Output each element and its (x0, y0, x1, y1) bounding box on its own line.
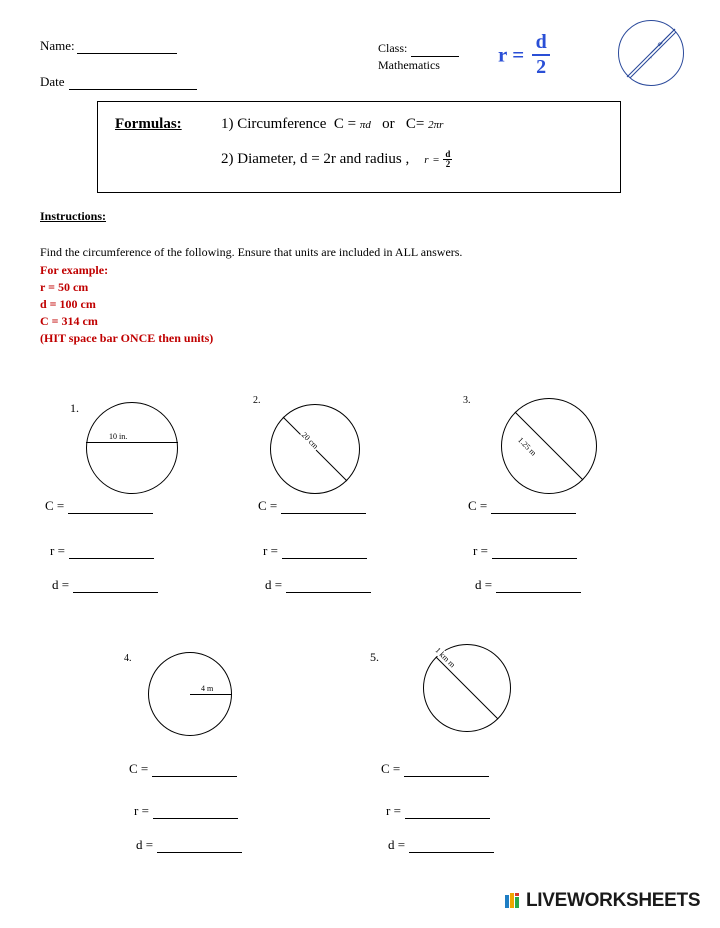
example-block (40, 262, 213, 347)
formula-1-c2: C= (405, 116, 425, 132)
problem-2-d-input[interactable] (286, 580, 371, 593)
subject-label: Mathematics (378, 58, 440, 73)
formula-circumference-line (221, 116, 443, 133)
problem-3-diameter-line (501, 398, 597, 494)
name-input[interactable] (77, 39, 177, 54)
logo-d-label: d (655, 39, 664, 49)
name-field-row (40, 38, 177, 54)
radius-formula-header (498, 32, 550, 78)
d-label: d = (136, 837, 154, 852)
problem-3-r-input[interactable] (492, 546, 577, 559)
problem-5-r-answer (386, 803, 490, 819)
problem-4-c-input[interactable] (152, 764, 237, 777)
class-input[interactable] (411, 44, 459, 57)
c-label: C = (258, 498, 278, 513)
r-label: r = (263, 543, 278, 558)
fraction-denominator: 2 (536, 56, 547, 78)
problem-5-measure: 1 km m (433, 645, 458, 670)
class-block (378, 40, 459, 75)
problem-5-diameter-line (423, 644, 511, 732)
formulas-box (97, 101, 621, 193)
formula-1-2-pi-r: 2πr (428, 119, 444, 131)
r-equals-label: r = (498, 42, 525, 67)
problem-2-number: 2. (253, 395, 261, 406)
c-label: C = (468, 498, 488, 513)
r-label: r = (386, 803, 401, 818)
problem-5-c-input[interactable] (404, 764, 489, 777)
liveworksheets-brand-text: LIVEWORKSHEETS (526, 890, 701, 911)
problem-4-radius-line (190, 694, 232, 695)
logo-diameter-lines (618, 20, 684, 86)
problem-2-c-answer (258, 498, 366, 514)
problem-2-d-answer (265, 577, 371, 593)
problem-4-number: 4. (124, 653, 132, 664)
problem-3-c-answer (468, 498, 576, 514)
problem-1-r-input[interactable] (69, 546, 154, 559)
problem-1-diameter-line (86, 442, 178, 443)
problem-1-c-input[interactable] (68, 501, 153, 514)
r-label: r = (50, 543, 65, 558)
formula-1-eq: = (347, 116, 357, 132)
example-line-4: (HIT space bar ONCE then units) (40, 331, 214, 345)
liveworksheets-logo[interactable] (505, 890, 700, 912)
formula-1-c: C (333, 116, 344, 132)
d-over-2-fraction (532, 32, 550, 78)
problem-5-c-answer (381, 761, 489, 777)
logo-r-label: r (646, 54, 654, 62)
problem-4-r-answer (134, 803, 238, 819)
formula-2-numerator: d (445, 149, 451, 159)
problem-4-d-input[interactable] (157, 840, 242, 853)
problem-2-r-input[interactable] (282, 546, 367, 559)
problem-2-r-answer (263, 543, 367, 559)
problem-5-d-input[interactable] (409, 840, 494, 853)
problem-1-d-answer (52, 577, 158, 593)
d-label: d = (52, 577, 70, 592)
formula-1-prefix: 1) Circumference (221, 116, 327, 132)
problem-1-c-answer (45, 498, 153, 514)
problem-3-d-input[interactable] (496, 580, 581, 593)
problem-5-r-input[interactable] (405, 806, 490, 819)
d-label: d = (265, 577, 283, 592)
liveworksheets-mark-icon (505, 893, 522, 910)
formula-2-eq: = (432, 153, 440, 166)
problem-2-measure: 20 cm (299, 430, 321, 451)
problem-4-c-answer (129, 761, 237, 777)
problem-3-d-answer (475, 577, 581, 593)
circle-diagram-icon (618, 20, 684, 86)
d-label: d = (475, 577, 493, 592)
problem-1-r-answer (50, 543, 154, 559)
name-label: Name: (40, 38, 75, 53)
problem-3-measure: 1.25 m (516, 435, 539, 458)
problem-1-number: 1. (70, 401, 79, 415)
problem-5-number: 5. (370, 650, 379, 664)
c-label: C = (45, 498, 65, 513)
problem-1-circle (86, 402, 178, 494)
c-label: C = (381, 761, 401, 776)
problem-2-c-input[interactable] (281, 501, 366, 514)
d-label: d = (388, 837, 406, 852)
example-line-0: For example: (40, 263, 109, 277)
formula-2-prefix: 2) Diameter, d = 2r and radius , (221, 150, 410, 167)
date-field-row (40, 74, 197, 90)
formula-2-r: r (424, 153, 429, 166)
c-label: C = (129, 761, 149, 776)
formula-2-fraction (443, 150, 452, 169)
example-line-1: r = 50 cm (40, 280, 89, 294)
example-line-3: C = 314 cm (40, 314, 98, 328)
problem-3-number: 3. (463, 395, 471, 406)
formula-1-or: or (382, 116, 395, 132)
problem-3-r-answer (473, 543, 577, 559)
problem-5-d-answer (388, 837, 494, 853)
class-label: Class: (378, 41, 408, 55)
problem-4-d-answer (136, 837, 242, 853)
problem-4-r-input[interactable] (153, 806, 238, 819)
date-input[interactable] (69, 75, 197, 90)
fraction-numerator: d (535, 31, 547, 53)
formula-2-denominator: 2 (445, 159, 451, 169)
instructions-text: Find the circumference of the following. Ensure that units are included in ALL answers. (40, 245, 463, 259)
problem-3-c-input[interactable] (491, 501, 576, 514)
formulas-title: Formulas: (115, 116, 182, 132)
r-label: r = (473, 543, 488, 558)
problem-1-measure: 10 in. (109, 432, 128, 441)
date-label: Date (40, 74, 65, 89)
problem-1-d-input[interactable] (73, 580, 158, 593)
formula-diameter-line (221, 150, 452, 169)
problem-4-measure: 4 m (201, 684, 214, 693)
formula-1-pi-d: πd (359, 119, 371, 131)
instructions-heading: Instructions: (40, 209, 107, 223)
r-label: r = (134, 803, 149, 818)
example-line-2: d = 100 cm (40, 297, 96, 311)
